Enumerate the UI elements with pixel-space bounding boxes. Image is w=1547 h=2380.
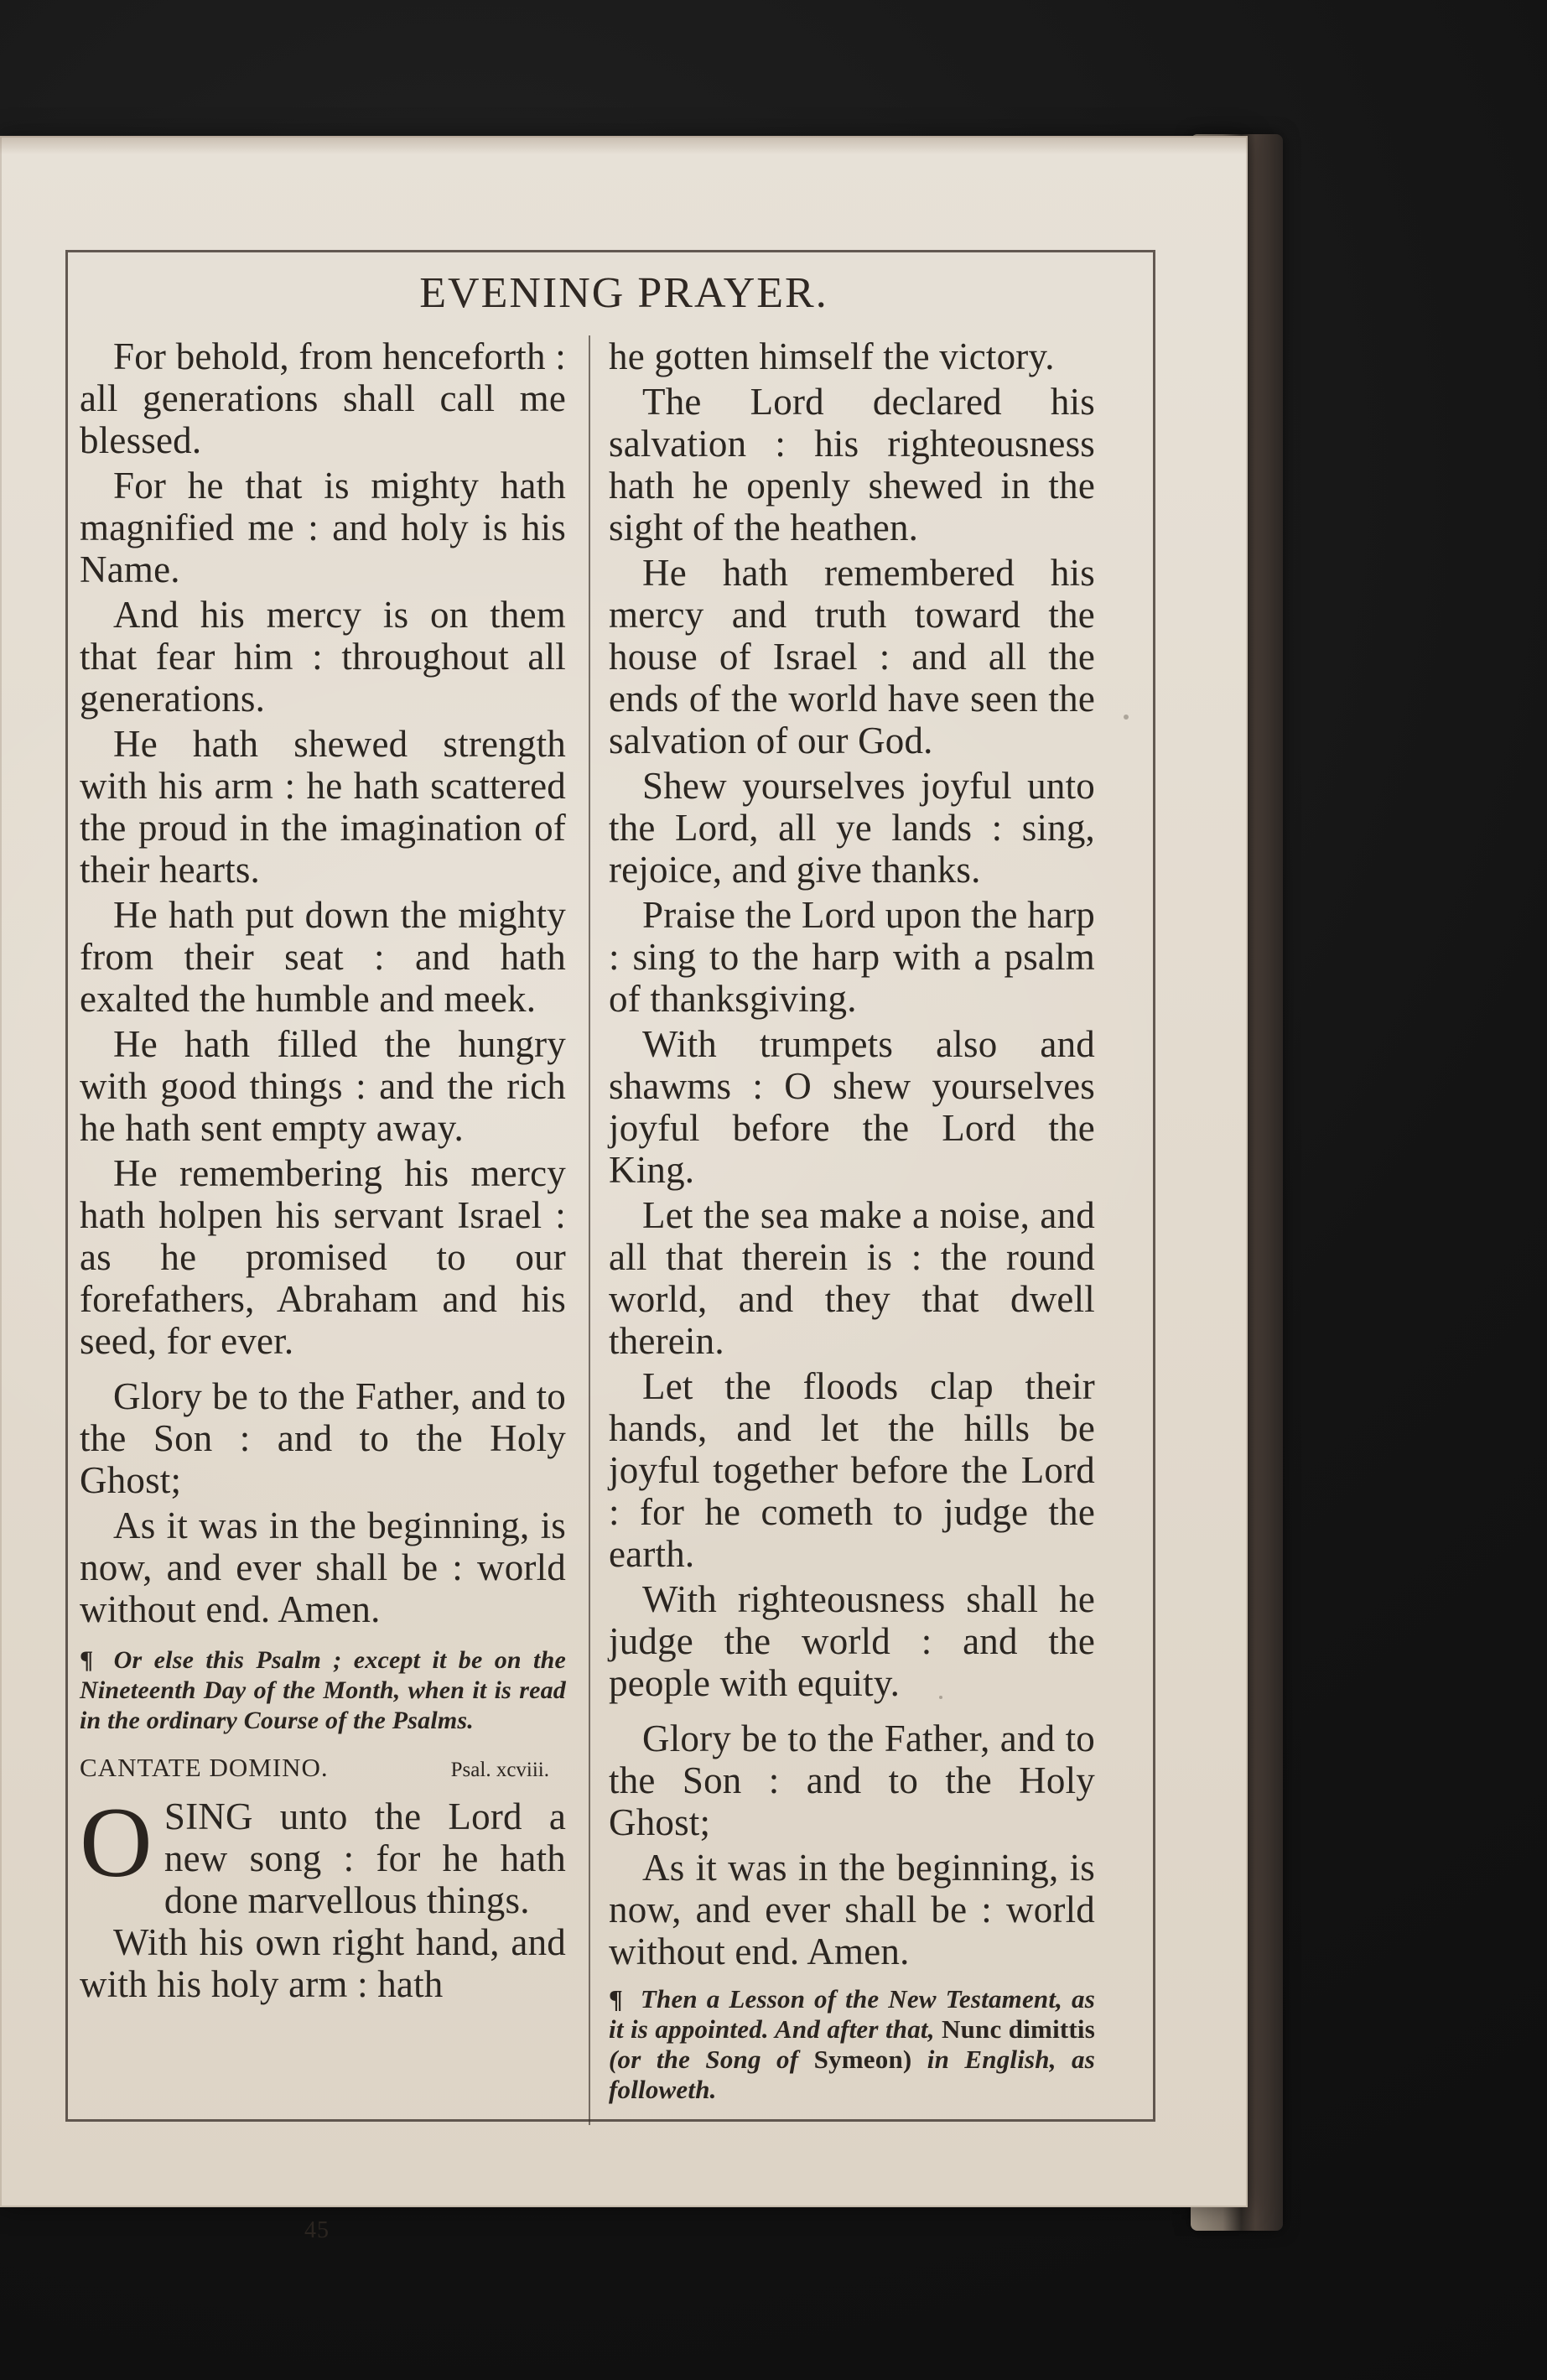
- pilcrow-mark: ¶: [80, 1646, 94, 1674]
- verse-paragraph: The Lord declared his salvation : his righteousness hath he openly shewed in the sight of the heathen.: [609, 381, 1095, 548]
- verse-paragraph: Shew yourselves joyful unto the Lord, all ye lands : sing, rejoice, and give thanks.: [609, 765, 1095, 891]
- verse-paragraph: He hath filled the hungry with good things : and the rich he hath sent empty away.: [80, 1023, 566, 1149]
- verse-paragraph: Praise the Lord upon the harp : sing to the harp with a psalm of thanksgiving.: [609, 894, 1095, 1020]
- rubric-text: Or else this Psalm ; except it be on the Nineteenth Day of the Month, when it is read in the ordinary Course of the Psalms.: [80, 1646, 566, 1734]
- rubric-text-part1: Then a Lesson of the New Testament, as it is appointed. And after that,: [609, 1984, 1096, 2044]
- rubric-roman-2: Symeon): [813, 2045, 912, 2074]
- page-title: EVENING PRAYER.: [419, 269, 828, 317]
- verse-paragraph: Let the floods clap their hands, and let the hills be joyful together before the Lord : for he cometh to judge the earth.: [609, 1365, 1095, 1575]
- gloria-paragraph: Glory be to the Father, and to the Son : and to the Holy Ghost;: [80, 1375, 566, 1501]
- verse-paragraph: He hath put down the mighty from their seat : and hath exalted the humble and meek.: [80, 894, 566, 1020]
- right-column: [609, 335, 1095, 2105]
- psalm-opening-text: SING unto the Lord a new song : for he hath done marvellous things.: [164, 1795, 566, 1921]
- gloria-paragraph: Glory be to the Father, and to the Son : and to the Holy Ghost;: [609, 1717, 1095, 1843]
- page-number: 45: [304, 2217, 330, 2243]
- column-divider: [589, 335, 590, 2125]
- verse-paragraph: Let the sea make a noise, and all that therein is : the round world, and they that dwell therein.: [609, 1194, 1095, 1362]
- psalm-heading: [80, 1751, 549, 1787]
- rubric-text-part2: (or the Song of: [609, 2045, 799, 2074]
- verse-paragraph: For behold, from henceforth : all generations shall call me blessed.: [80, 335, 566, 461]
- psalm-verse: With his own right hand, and with his holy arm : hath: [80, 1921, 566, 2005]
- verse-paragraph: he gotten himself the victory.: [609, 335, 1055, 377]
- rubric-note: [609, 1984, 1095, 2105]
- psalm-title: CANTATE DOMINO.: [80, 1753, 329, 1782]
- psalm-opening: [80, 1786, 566, 1921]
- verse-paragraph: He remembering his mercy hath holpen his servant Israel : as he promised to our forefathers, Abraham and his seed, for ever.: [80, 1152, 566, 1362]
- verse-paragraph: For he that is mighty hath magnified me : and holy is his Name.: [80, 465, 566, 590]
- rubric-text-part3: in English, as followeth.: [609, 2045, 1096, 2104]
- psalm-reference: Psal. xcviii.: [450, 1759, 549, 1781]
- verse-paragraph: He hath remembered his mercy and truth toward the house of Israel : and all the ends of the world have seen the salvation of our God.: [609, 552, 1095, 761]
- paper-speck: [1124, 715, 1129, 720]
- verse-paragraph: With righteousness shall he judge the world : and the people with equity.: [609, 1578, 1095, 1704]
- left-column: [80, 335, 566, 2105]
- verse-paragraph: He hath shewed strength with his arm : he hath scattered the proud in the imagination of their hearts.: [80, 723, 566, 891]
- verse-paragraph: And his mercy is on them that fear him : throughout all generations.: [80, 594, 566, 720]
- rubric-roman-1: Nunc dimittis: [942, 2014, 1096, 2044]
- pilcrow-mark: ¶: [609, 1984, 623, 2014]
- gloria-paragraph: As it was in the beginning, is now, and ever shall be : world without end. Amen.: [609, 1847, 1095, 1972]
- paper-speck: [939, 1696, 942, 1699]
- book-page: [0, 136, 1248, 2243]
- drop-cap: O: [80, 1786, 153, 1898]
- verse-paragraph: With trumpets also and shawms : O shew yourselves joyful before the Lord the King.: [609, 1023, 1095, 1191]
- gloria-paragraph: As it was in the beginning, is now, and ever shall be : world without end. Amen.: [80, 1504, 566, 1630]
- rubric-note: [80, 1645, 566, 1736]
